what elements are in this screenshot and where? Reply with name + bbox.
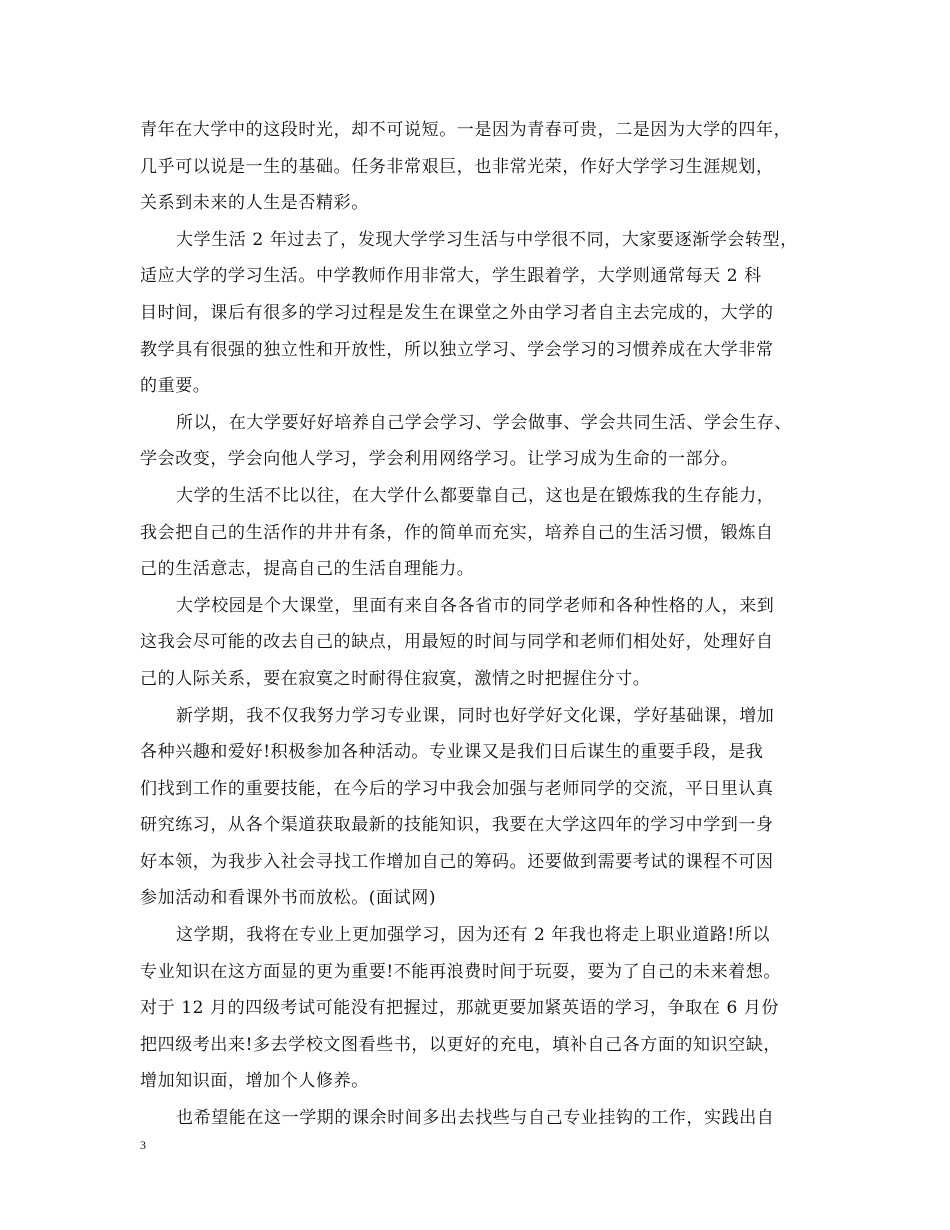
text-line: 己的生活意志，提高自己的生活自理能力。 xyxy=(140,559,475,580)
text-line: 这我会尽可能的改去自己的缺点，用最短的时间与同学和老师们相处好，处理好自 xyxy=(140,632,774,653)
text-line: 好本领，为我步入社会寻找工作增加自己的筹码。还要做到需要考试的课程不可因 xyxy=(140,851,774,872)
text-line: 青年在大学中的这段时光，却不可说短。一是因为青春可贵，二是因为大学的四年， xyxy=(140,120,792,140)
text-line: 专业知识在这方面显的更为重要!不能再浪费时间于玩耍，要为了自己的未来着想。 xyxy=(140,961,782,982)
text-line: 教学具有很强的独立性和开放性，所以独立学习、学会学习的习惯养成在大学非常 xyxy=(140,339,774,360)
page-number: 3 xyxy=(140,1138,146,1152)
text-line: 目时间，课后有很多的学习过程是发生在课堂之外由学习者自主去完成的，大学的 xyxy=(140,302,774,323)
text-line: 把四级考出来!多去学校文图看些书，以更好的充电，填补自己各方面的知识空缺， xyxy=(140,1034,782,1055)
text-line: 们找到工作的重要技能，在今后的学习中我会加强与老师同学的交流，平日里认真 xyxy=(140,778,774,799)
text-line: 新学期，我不仅我努力学习专业课，同时也好学好文化课，学好基础课，增加 xyxy=(176,705,775,726)
text-line: 的重要。 xyxy=(140,376,211,397)
text-line: 所以，在大学要好好培养自己学会学习、学会做事、学会共同生活、学会生存、 xyxy=(176,412,792,433)
text-line: 参加活动和看课外书而放松。(面试网) xyxy=(140,888,437,909)
text-line: 对于 12 月的四级考试可能没有把握过，那就更要加紧英语的学习，争取在 6 月份 xyxy=(140,998,780,1019)
document-body xyxy=(140,112,840,1137)
text-line: 研究练习，从各个渠道获取最新的技能知识，我要在大学这四年的学习中学到一身 xyxy=(140,815,774,836)
text-line: 学会改变，学会向他人学习，学会利用网络学习。让学习成为生命的一部分。 xyxy=(140,449,739,470)
text-line: 这学期，我将在专业上更加强学习，因为还有 2 年我也将走上职业道路!所以 xyxy=(176,925,771,946)
text-line: 大学生活 2 年过去了，发现大学学习生活与中学很不同，大家要逐渐学会转型， xyxy=(176,229,798,250)
text-line: 关系到未来的人生是否精彩。 xyxy=(140,193,369,214)
text-line: 大学校园是个大课堂，里面有来自各各省市的同学老师和各种性格的人，来到 xyxy=(176,595,775,616)
text-line: 各种兴趣和爱好!积极参加各种活动。专业课又是我们日后谋生的重要手段，是我 xyxy=(140,742,764,763)
text-line: 增加知识面，增加个人修养。 xyxy=(140,1071,369,1092)
text-line: 己的人际关系，要在寂寞之时耐得住寂寞，激情之时把握住分寸。 xyxy=(140,668,651,689)
text-line: 几乎可以说是一生的基础。任务非常艰巨，也非常光荣，作好大学学习生涯规划， xyxy=(140,156,774,177)
text-line: 适应大学的学习生活。中学教师作用非常大，学生跟着学，大学则通常每天 2 科 xyxy=(140,266,762,287)
text-line: 我会把自己的生活作的井井有条，作的简单而充实，培养自己的生活习惯，锻炼自 xyxy=(140,522,774,543)
text-line: 大学的生活不比以往，在大学什么都要靠自己，这也是在锻炼我的生存能力， xyxy=(176,485,775,506)
text-line: 也希望能在这一学期的课余时间多出去找些与自己专业挂钩的工作，实践出自 xyxy=(176,1108,775,1129)
